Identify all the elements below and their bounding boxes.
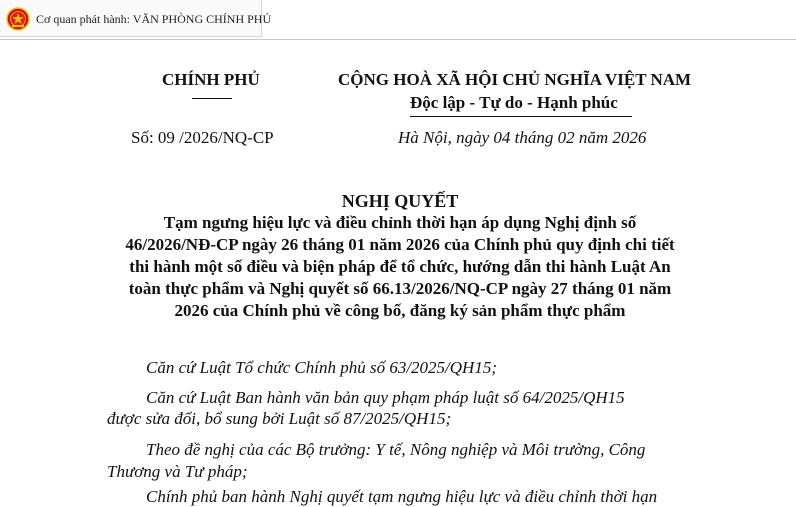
national-motto: Độc lập - Tự do - Hạnh phúc bbox=[410, 93, 618, 112]
title-line: 46/2026/NĐ-CP ngày 26 tháng 01 năm 2026 của Chính phủ quy định chi tiết bbox=[125, 235, 675, 254]
document-number: Số: 09 /2026/NQ-CP bbox=[131, 128, 274, 147]
body-line: Theo đề nghị của các Bộ trưởng: Y tế, Nông nghiệp và Môi trường, Công bbox=[146, 440, 646, 459]
title-line: toàn thực phẩm và Nghị quyết số 66.13/2026/NQ-CP ngày 27 tháng 01 năm bbox=[128, 279, 672, 298]
issuer-info bbox=[0, 0, 272, 37]
place-and-date: Hà Nội, ngày 04 tháng 02 năm 2026 bbox=[398, 128, 647, 147]
toolbar-divider bbox=[0, 39, 796, 40]
motto-underline bbox=[410, 116, 632, 117]
document-title bbox=[80, 190, 720, 322]
title-line: Tạm ngưng hiệu lực và điều chỉnh thời hạn áp dụng Nghị định số bbox=[163, 213, 637, 232]
body-line: Căn cứ Luật Ban hành văn bản quy phạm pháp luật số 64/2025/QH15 bbox=[146, 388, 625, 407]
title-line: 2026 của Chính phủ về công bố, đăng ký sản phẩm thực phẩm bbox=[174, 301, 626, 320]
national-emblem-icon bbox=[6, 7, 30, 31]
body-line: Chính phủ ban hành Nghị quyết tạm ngưng hiệu lực và điều chỉnh thời hạn bbox=[146, 487, 658, 506]
document-toolbar bbox=[0, 0, 796, 40]
issuing-organization: CHÍNH PHỦ bbox=[162, 70, 260, 89]
org-underline bbox=[192, 98, 232, 99]
body-line: được sửa đổi, bổ sung bởi Luật số 87/2025/QH15; bbox=[107, 409, 452, 428]
document-type: NGHỊ QUYẾT bbox=[341, 191, 459, 211]
body-line: Căn cứ Luật Tổ chức Chính phủ số 63/2025/QH15; bbox=[146, 358, 497, 377]
national-title: CỘNG HOÀ XÃ HỘI CHỦ NGHĨA VIỆT NAM bbox=[338, 70, 692, 89]
title-line: thi hành một số điều và biện pháp để tổ chức, hướng dẫn thi hành Luật An bbox=[129, 257, 671, 276]
issuer-label: Cơ quan phát hành: VĂN PHÒNG CHÍNH PHỦ bbox=[36, 12, 272, 26]
body-line: Thương và Tư pháp; bbox=[107, 462, 248, 481]
